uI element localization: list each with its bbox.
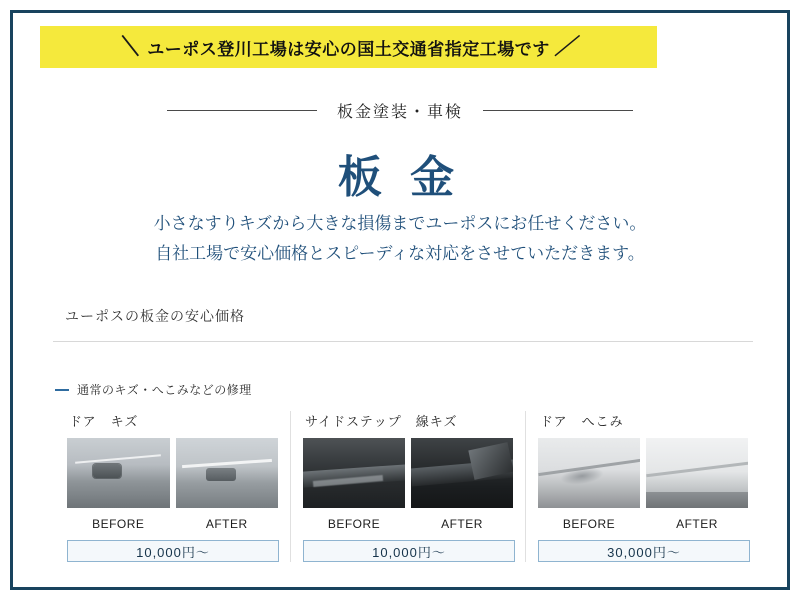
section-kicker bbox=[13, 99, 787, 122]
price-badge: 10,000円〜 bbox=[67, 540, 279, 562]
repair-card bbox=[525, 411, 760, 562]
before-label: BEFORE bbox=[327, 517, 381, 531]
lead-paragraph bbox=[13, 209, 787, 269]
before-label: BEFORE bbox=[562, 517, 616, 531]
repair-card-list bbox=[55, 411, 761, 562]
repair-card-photos bbox=[303, 438, 513, 508]
repair-card-title: ドア キズ bbox=[69, 414, 139, 429]
banner-inner bbox=[116, 34, 581, 60]
dash-icon bbox=[55, 389, 69, 391]
repair-card bbox=[55, 411, 290, 562]
banner-text: ユーポス登川工場は安心の国土交通省指定工場です bbox=[147, 39, 550, 59]
after-label: AFTER bbox=[676, 517, 718, 531]
before-photo bbox=[538, 438, 640, 508]
lead-line-2: 自社工場で安心価格とスピーディな対応をさせていただきます。 bbox=[155, 244, 645, 263]
price-section-heading: ユーポスの板金の安心価格 bbox=[65, 308, 245, 324]
banner-right-slash-icon: ／ bbox=[553, 34, 581, 59]
after-photo bbox=[176, 438, 279, 508]
price-badge: 30,000円〜 bbox=[538, 540, 750, 562]
lead-line-1: 小さなすりキズから大きな損傷までユーポスにお任せください。 bbox=[153, 214, 647, 233]
kicker-rule-right bbox=[483, 110, 633, 111]
page-title: 板 金 bbox=[337, 153, 463, 202]
repair-card bbox=[290, 411, 525, 562]
repair-card-photos bbox=[538, 438, 748, 508]
repair-card-photo-labels bbox=[538, 517, 748, 531]
banner-left-slash-icon: ＼ bbox=[116, 34, 145, 59]
certification-banner bbox=[40, 26, 657, 68]
before-label: BEFORE bbox=[92, 517, 145, 531]
repair-subsection-label: 通常のキズ・へこみなどの修理 bbox=[77, 383, 252, 397]
page-content bbox=[13, 13, 787, 587]
repair-subsection bbox=[55, 381, 252, 398]
after-photo bbox=[646, 438, 748, 508]
after-photo bbox=[411, 438, 513, 508]
before-photo bbox=[303, 438, 405, 508]
after-label: AFTER bbox=[441, 517, 483, 531]
kicker-label: 板金塗装・車検 bbox=[336, 104, 463, 121]
kicker-rule-left bbox=[167, 110, 317, 111]
price-badge: 10,000円〜 bbox=[303, 540, 515, 562]
repair-card-photo-labels bbox=[303, 517, 513, 531]
after-label: AFTER bbox=[205, 517, 248, 531]
price-section-divider bbox=[53, 341, 753, 342]
repair-card-photos bbox=[67, 438, 278, 508]
repair-card-title: サイドステップ 線キズ bbox=[305, 414, 458, 429]
before-photo bbox=[67, 438, 170, 508]
repair-card-photo-labels bbox=[67, 517, 278, 531]
repair-card-title: ドア へこみ bbox=[540, 414, 624, 429]
